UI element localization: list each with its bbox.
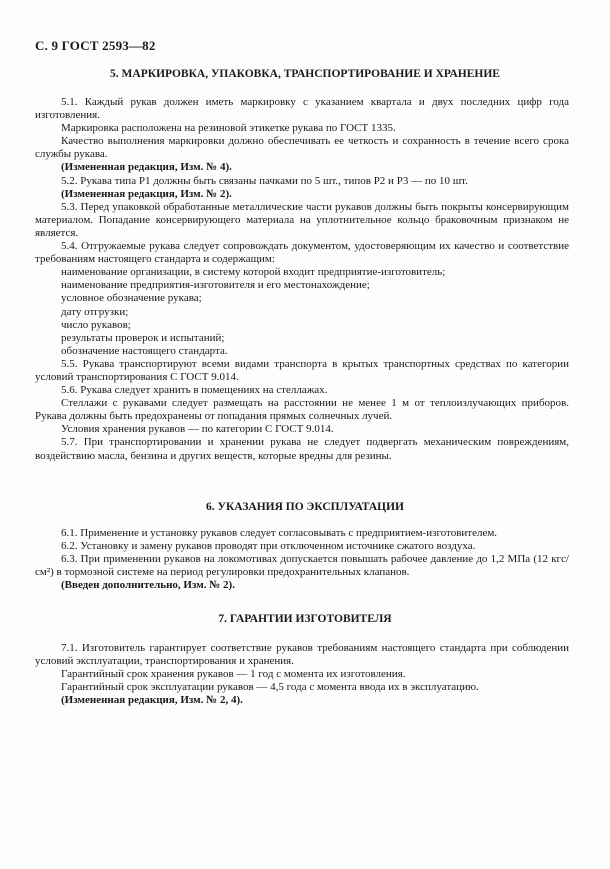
paragraph: 6.1. Применение и установку рукавов следует согласовывать с предприятием-изготовителем. — [61, 527, 498, 539]
section-5-body — [35, 96, 569, 463]
paragraph: 6.3. При применении рукавов на локомотивах допускается повышать рабочее давление до 1,2 МПа (12 кгс/см²) в тормозной системе на период регулировки предохранительных клапанов. — [35, 553, 569, 579]
amendment-note: (Введен дополнительно, Изм. № 2). — [61, 579, 235, 592]
list-item: наименование организации, в систему которой входит предприятие-изготовитель; — [61, 266, 446, 279]
paragraph: Качество выполнения маркировки должно обеспечивать ее четкость и сохранность в течение всего срока службы рукава. — [35, 135, 569, 161]
amendment-note: (Измененная редакция, Изм. № 2). — [61, 187, 232, 200]
paragraph: Стеллажи с рукавами следует размещать на расстоянии не менее 1 м от теплоизлучающих приборов. Рукава должны быть предохранены от попадания прямых солнечных лучей. — [35, 397, 569, 423]
section-5-title: 5. МАРКИРОВКА, УПАКОВКА, ТРАНСПОРТИРОВАНИЕ И ХРАНЕНИЕ — [110, 68, 500, 80]
paragraph: 5.1. Каждый рукав должен иметь маркировку с указанием квартала и двух последних цифр года изготовления. — [35, 96, 569, 122]
list-item: обозначение настоящего стандарта. — [61, 344, 228, 357]
paragraph: Гарантийный срок хранения рукавов — 1 год с момента их изготовления. — [61, 668, 406, 681]
paragraph: 7.1. Изготовитель гарантирует соответствие рукавов требованиям настоящего стандарта при соблюдении условий эксплуатации, транспортирования и хранения. — [35, 642, 569, 668]
section-7-body — [35, 642, 569, 707]
paragraph: 5.4. Отгружаемые рукава следует сопровождать документом, удостоверяющим их качество и соответствие требованиям настоящего стандарта и содержащим: — [35, 240, 569, 266]
section-6-title: 6. УКАЗАНИЯ ПО ЭКСПЛУАТАЦИИ — [206, 501, 404, 513]
paragraph: Условия хранения рукавов — по категории С ГОСТ 9.014. — [61, 423, 334, 436]
paragraph: 5.3. Перед упаковкой обработанные металлические части рукавов должны быть покрыты консервирующим материалом. Попадание консервирующего материала на уплотнительное кольцо браковочным признаком не является. — [35, 200, 569, 239]
paragraph: 5.2. Рукава типа Р1 должны быть связаны пачками по 5 шт., типов Р2 и Р3 — по 10 шт. — [61, 174, 468, 187]
page-header: С. 9 ГОСТ 2593—82 — [35, 38, 156, 53]
list-item: наименование предприятия-изготовителя и его местонахождение; — [61, 279, 370, 292]
paragraph: 5.6. Рукава следует хранить в помещениях на стеллажах. — [61, 384, 328, 397]
section-6-body — [35, 527, 569, 592]
list-item: дату отгрузки; — [61, 305, 129, 318]
paragraph: 5.5. Рукава транспортируют всеми видами транспорта в крытых транспортных средствах по категории условий транспортирования С ГОСТ 9.014. — [35, 357, 569, 383]
paragraph: Гарантийный срок эксплуатации рукавов — 4,5 года с момента ввода их в эксплуатацию. — [61, 681, 479, 694]
amendment-note: (Измененная редакция, Изм. № 4). — [61, 161, 232, 174]
paragraph: 6.2. Установку и замену рукавов проводят при отключенном источнике сжатого воздуха. — [61, 540, 476, 553]
list-item: условное обозначение рукава; — [61, 292, 202, 305]
amendment-note: (Измененная редакция, Изм. № 2, 4). — [61, 694, 243, 707]
list-item: результаты проверок и испытаний; — [61, 331, 225, 344]
list-item: число рукавов; — [61, 318, 131, 331]
paragraph: Маркировка расположена на резиновой этикетке рукава по ГОСТ 1335. — [61, 122, 396, 135]
section-7-title: 7. ГАРАНТИИ ИЗГОТОВИТЕЛЯ — [218, 613, 392, 625]
paragraph: 5.7. При транспортировании и хранении рукава не следует подвергать механическим повреждениям, воздействию масла, бензина и других веществ, которые вредны для резины. — [35, 436, 569, 462]
